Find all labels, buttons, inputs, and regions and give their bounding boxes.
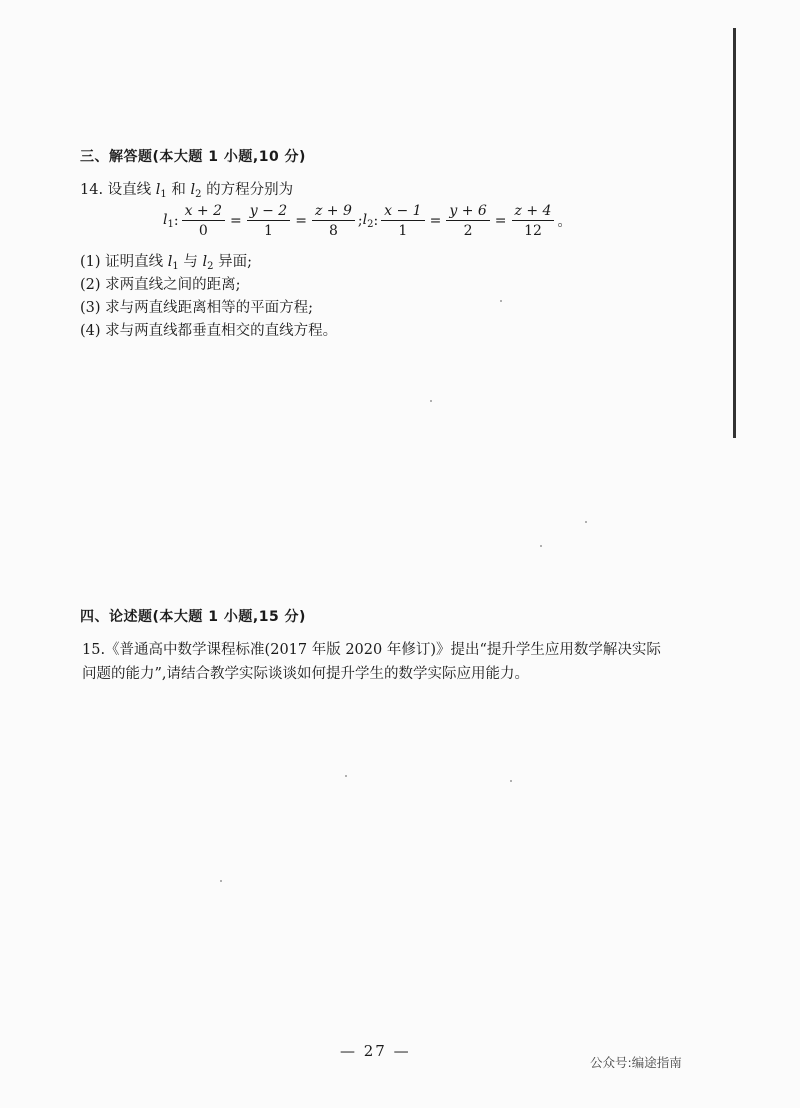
fraction-denominator: 12 — [524, 223, 542, 239]
fraction — [446, 203, 489, 239]
formula-colon: : — [173, 213, 179, 229]
l-letter: l — [155, 182, 161, 198]
item-1-mid: 与 — [178, 254, 203, 270]
scan-speck — [500, 300, 502, 302]
scan-speck — [345, 775, 347, 777]
fraction-numerator: x − 1 — [381, 203, 424, 221]
fraction — [512, 203, 555, 239]
equals-sign: = — [494, 213, 507, 229]
l-sub-2: 2 — [207, 261, 214, 272]
question-15-line-2: 问题的能力”,请结合教学实际谈谈如何提升学生的数学实际应用能力。 — [82, 666, 530, 682]
l-sub-2: 2 — [195, 189, 202, 200]
q14-intro-and: 和 — [166, 182, 191, 198]
fraction-numerator: y − 2 — [247, 203, 290, 221]
l-sub-1: 1 — [172, 261, 179, 272]
section-3-heading: 三、解答题(本大题 1 小题,10 分) — [80, 149, 306, 165]
q14-item-3: (3) 求与两直线距离相等的平面方程; — [80, 300, 314, 316]
scan-speck — [430, 400, 432, 402]
formula-colon: : — [373, 213, 379, 229]
line-l1-symbol — [168, 254, 179, 270]
question-15-line-1: 15.《普通高中数学课程标准(2017 年版 2020 年修订)》提出“提升学生应用数学解决实际 — [82, 642, 661, 658]
l-sub-1: 1 — [167, 219, 174, 230]
formula-l1-label — [163, 212, 174, 230]
l-letter: l — [202, 254, 208, 270]
section-4-heading: 四、论述题(本大题 1 小题,15 分) — [80, 609, 306, 625]
formula-semicolon: ; — [357, 213, 363, 229]
q14-item-4: (4) 求与两直线都垂直相交的直线方程。 — [80, 323, 338, 339]
scan-speck — [585, 521, 587, 523]
scan-speck — [510, 780, 512, 782]
line-l2-symbol — [203, 254, 214, 270]
fraction — [312, 203, 355, 239]
equals-sign: = — [295, 213, 307, 229]
l-letter: l — [167, 254, 173, 270]
fraction-denominator: 0 — [198, 223, 208, 239]
l-letter: l — [362, 212, 368, 228]
equals-sign: = — [230, 213, 242, 229]
line-l1-symbol — [156, 182, 167, 198]
q14-intro-prefix: 14. 设直线 — [80, 182, 156, 198]
watermark-text: 公众号:编途指南 — [590, 1055, 682, 1070]
page-number: — 27 — — [340, 1042, 411, 1060]
fraction — [247, 203, 290, 239]
l-letter: l — [163, 212, 168, 228]
item-1-prefix: (1) 证明直线 — [80, 254, 168, 270]
line-equations-formula — [163, 203, 571, 239]
item-1-suffix: 异面; — [213, 254, 253, 270]
formula-end-mark: 。 — [557, 214, 572, 230]
scan-speck — [540, 545, 542, 547]
fraction-denominator: 1 — [264, 223, 273, 239]
q14-intro-suffix: 的方程分别为 — [201, 182, 294, 198]
equals-sign: = — [429, 213, 442, 229]
fraction-numerator: z + 9 — [312, 203, 355, 221]
fraction — [381, 203, 424, 239]
fraction-numerator: z + 4 — [512, 203, 555, 221]
fraction-numerator: x + 2 — [182, 203, 225, 221]
fraction-denominator: 1 — [398, 223, 408, 239]
fraction-denominator: 8 — [328, 223, 338, 239]
fraction — [182, 203, 225, 239]
fraction-denominator: 2 — [463, 223, 473, 239]
l-sub-2: 2 — [367, 219, 374, 230]
line-l2-symbol — [191, 182, 202, 198]
formula-l2-label — [363, 212, 374, 230]
q14-item-2: (2) 求两直线之间的距离; — [80, 277, 241, 293]
binding-line — [733, 28, 736, 438]
scan-speck — [220, 880, 222, 882]
fraction-numerator: y + 6 — [446, 203, 489, 221]
l-sub-1: 1 — [160, 189, 167, 200]
l-letter: l — [190, 182, 196, 198]
